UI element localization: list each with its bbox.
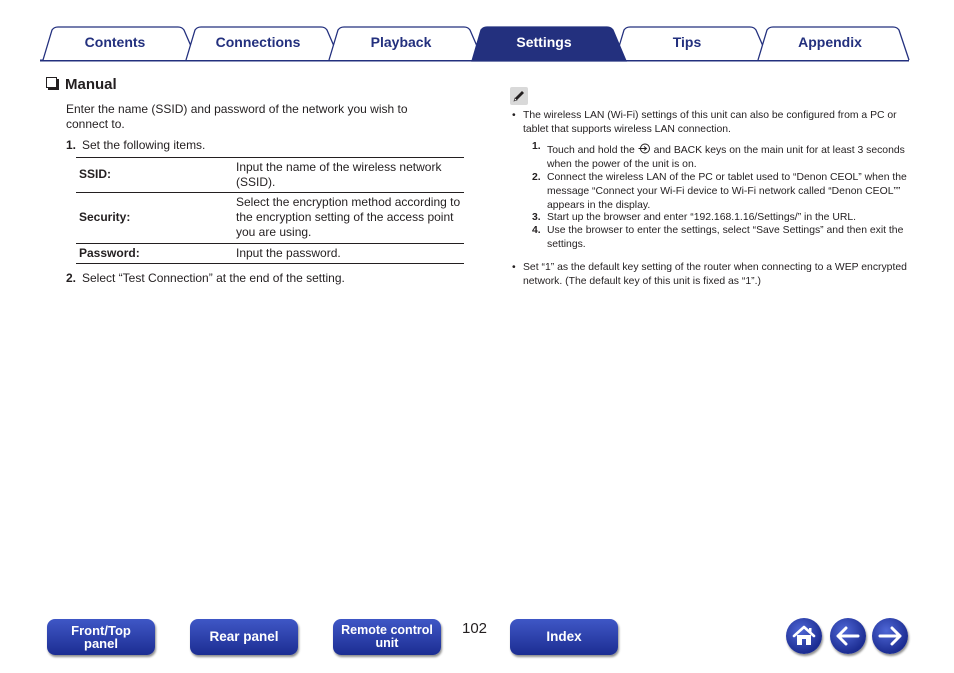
remote-line2: unit xyxy=(375,636,399,650)
front-top-line1: Front/Top xyxy=(71,623,131,638)
note-bullet-1 xyxy=(512,109,912,137)
note-step-3-number: 3. xyxy=(532,212,541,223)
tab-tips[interactable]: Tips xyxy=(672,34,702,50)
note-step-3 xyxy=(532,211,912,225)
remote-control-unit-button[interactable] xyxy=(333,619,441,655)
tab-playback[interactable]: Playback xyxy=(370,34,432,50)
tab-appendix[interactable]: Appendix xyxy=(798,34,862,50)
row-value-password: Input the password. xyxy=(230,244,464,264)
note-step-4-number: 4. xyxy=(532,225,541,236)
index-label: Index xyxy=(546,629,582,644)
index-button[interactable] xyxy=(510,619,618,655)
forward-arrow-icon[interactable] xyxy=(872,618,908,654)
row-value-security: Select the encryption method according to the encryption setting of the access point you are using. xyxy=(230,193,464,244)
row-key-password: Password: xyxy=(76,244,230,264)
pencil-icon xyxy=(510,87,528,105)
table-row xyxy=(76,244,464,264)
back-arrow-icon[interactable] xyxy=(830,618,866,654)
note-step-4 xyxy=(532,224,912,252)
table-row xyxy=(76,193,464,244)
settings-table xyxy=(76,157,464,264)
home-icon[interactable] xyxy=(786,618,822,654)
step-1 xyxy=(66,138,205,153)
note-step-1-text-after: and BACK keys on the main unit for at least 3 seconds when the power of the unit is on. xyxy=(547,145,905,170)
checkbox-square-icon xyxy=(46,77,57,88)
note-step-2-number: 2. xyxy=(532,172,541,183)
note-step-4-text: Use the browser to enter the settings, select “Save Settings” and then exit the settings. xyxy=(547,225,904,250)
step-1-text: Set the following items. xyxy=(82,138,206,152)
intro-text: Enter the name (SSID) and password of the network you wish to connect to. xyxy=(66,102,408,131)
tab-settings[interactable]: Settings xyxy=(516,34,572,50)
note-step-1-number: 1. xyxy=(532,141,541,152)
note-bullet-2 xyxy=(512,261,912,289)
tab-contents[interactable]: Contents xyxy=(84,34,146,50)
front-top-panel-button[interactable] xyxy=(47,619,155,655)
remote-line1: Remote control xyxy=(341,623,433,637)
section-title: Manual xyxy=(65,76,117,93)
step-2-text: Select “Test Connection” at the end of the setting. xyxy=(82,271,345,285)
page-number: 102 xyxy=(462,620,488,637)
tab-bar-graphics xyxy=(0,0,954,64)
note-step-1-text-before: Touch and hold the xyxy=(547,145,635,156)
input-source-icon xyxy=(638,143,651,154)
step-1-number: 1. xyxy=(66,138,77,152)
step-2-number: 2. xyxy=(66,271,77,285)
front-top-line2: panel xyxy=(84,636,118,651)
note-bullet-2-text: Set “1” as the default key setting of the router when connecting to a WEP encrypted network. (The default key of this unit is fixed as “1”.) xyxy=(523,262,907,287)
section-heading xyxy=(46,76,117,93)
note-step-1 xyxy=(532,143,912,172)
step-2 xyxy=(66,271,345,286)
tab-connections[interactable]: Connections xyxy=(215,34,301,50)
row-key-ssid: SSID: xyxy=(76,158,230,193)
note-step-2-text: Connect the wireless LAN of the PC or tablet used to “Denon CEOL” when the message “Connect your Wi-Fi device to Wi-Fi network called “Denon CEOL”” appears in the display. xyxy=(547,172,907,211)
rear-panel-label: Rear panel xyxy=(209,629,279,644)
bullet-dot: • xyxy=(512,262,516,273)
bullet-dot: • xyxy=(512,110,516,121)
note-bullet-1-text: The wireless LAN (Wi-Fi) settings of this unit can also be configured from a PC or tablet that supports wireless LAN connection. xyxy=(523,110,897,135)
row-value-ssid: Input the name of the wireless network (SSID). xyxy=(230,158,464,193)
table-row xyxy=(76,158,464,193)
note-step-2 xyxy=(532,171,912,213)
top-tab-bar xyxy=(0,0,954,64)
row-key-security: Security: xyxy=(76,193,230,244)
note-step-3-text: Start up the browser and enter “192.168.1.16/Settings/” in the URL. xyxy=(547,212,857,223)
rear-panel-button[interactable] xyxy=(190,619,298,655)
